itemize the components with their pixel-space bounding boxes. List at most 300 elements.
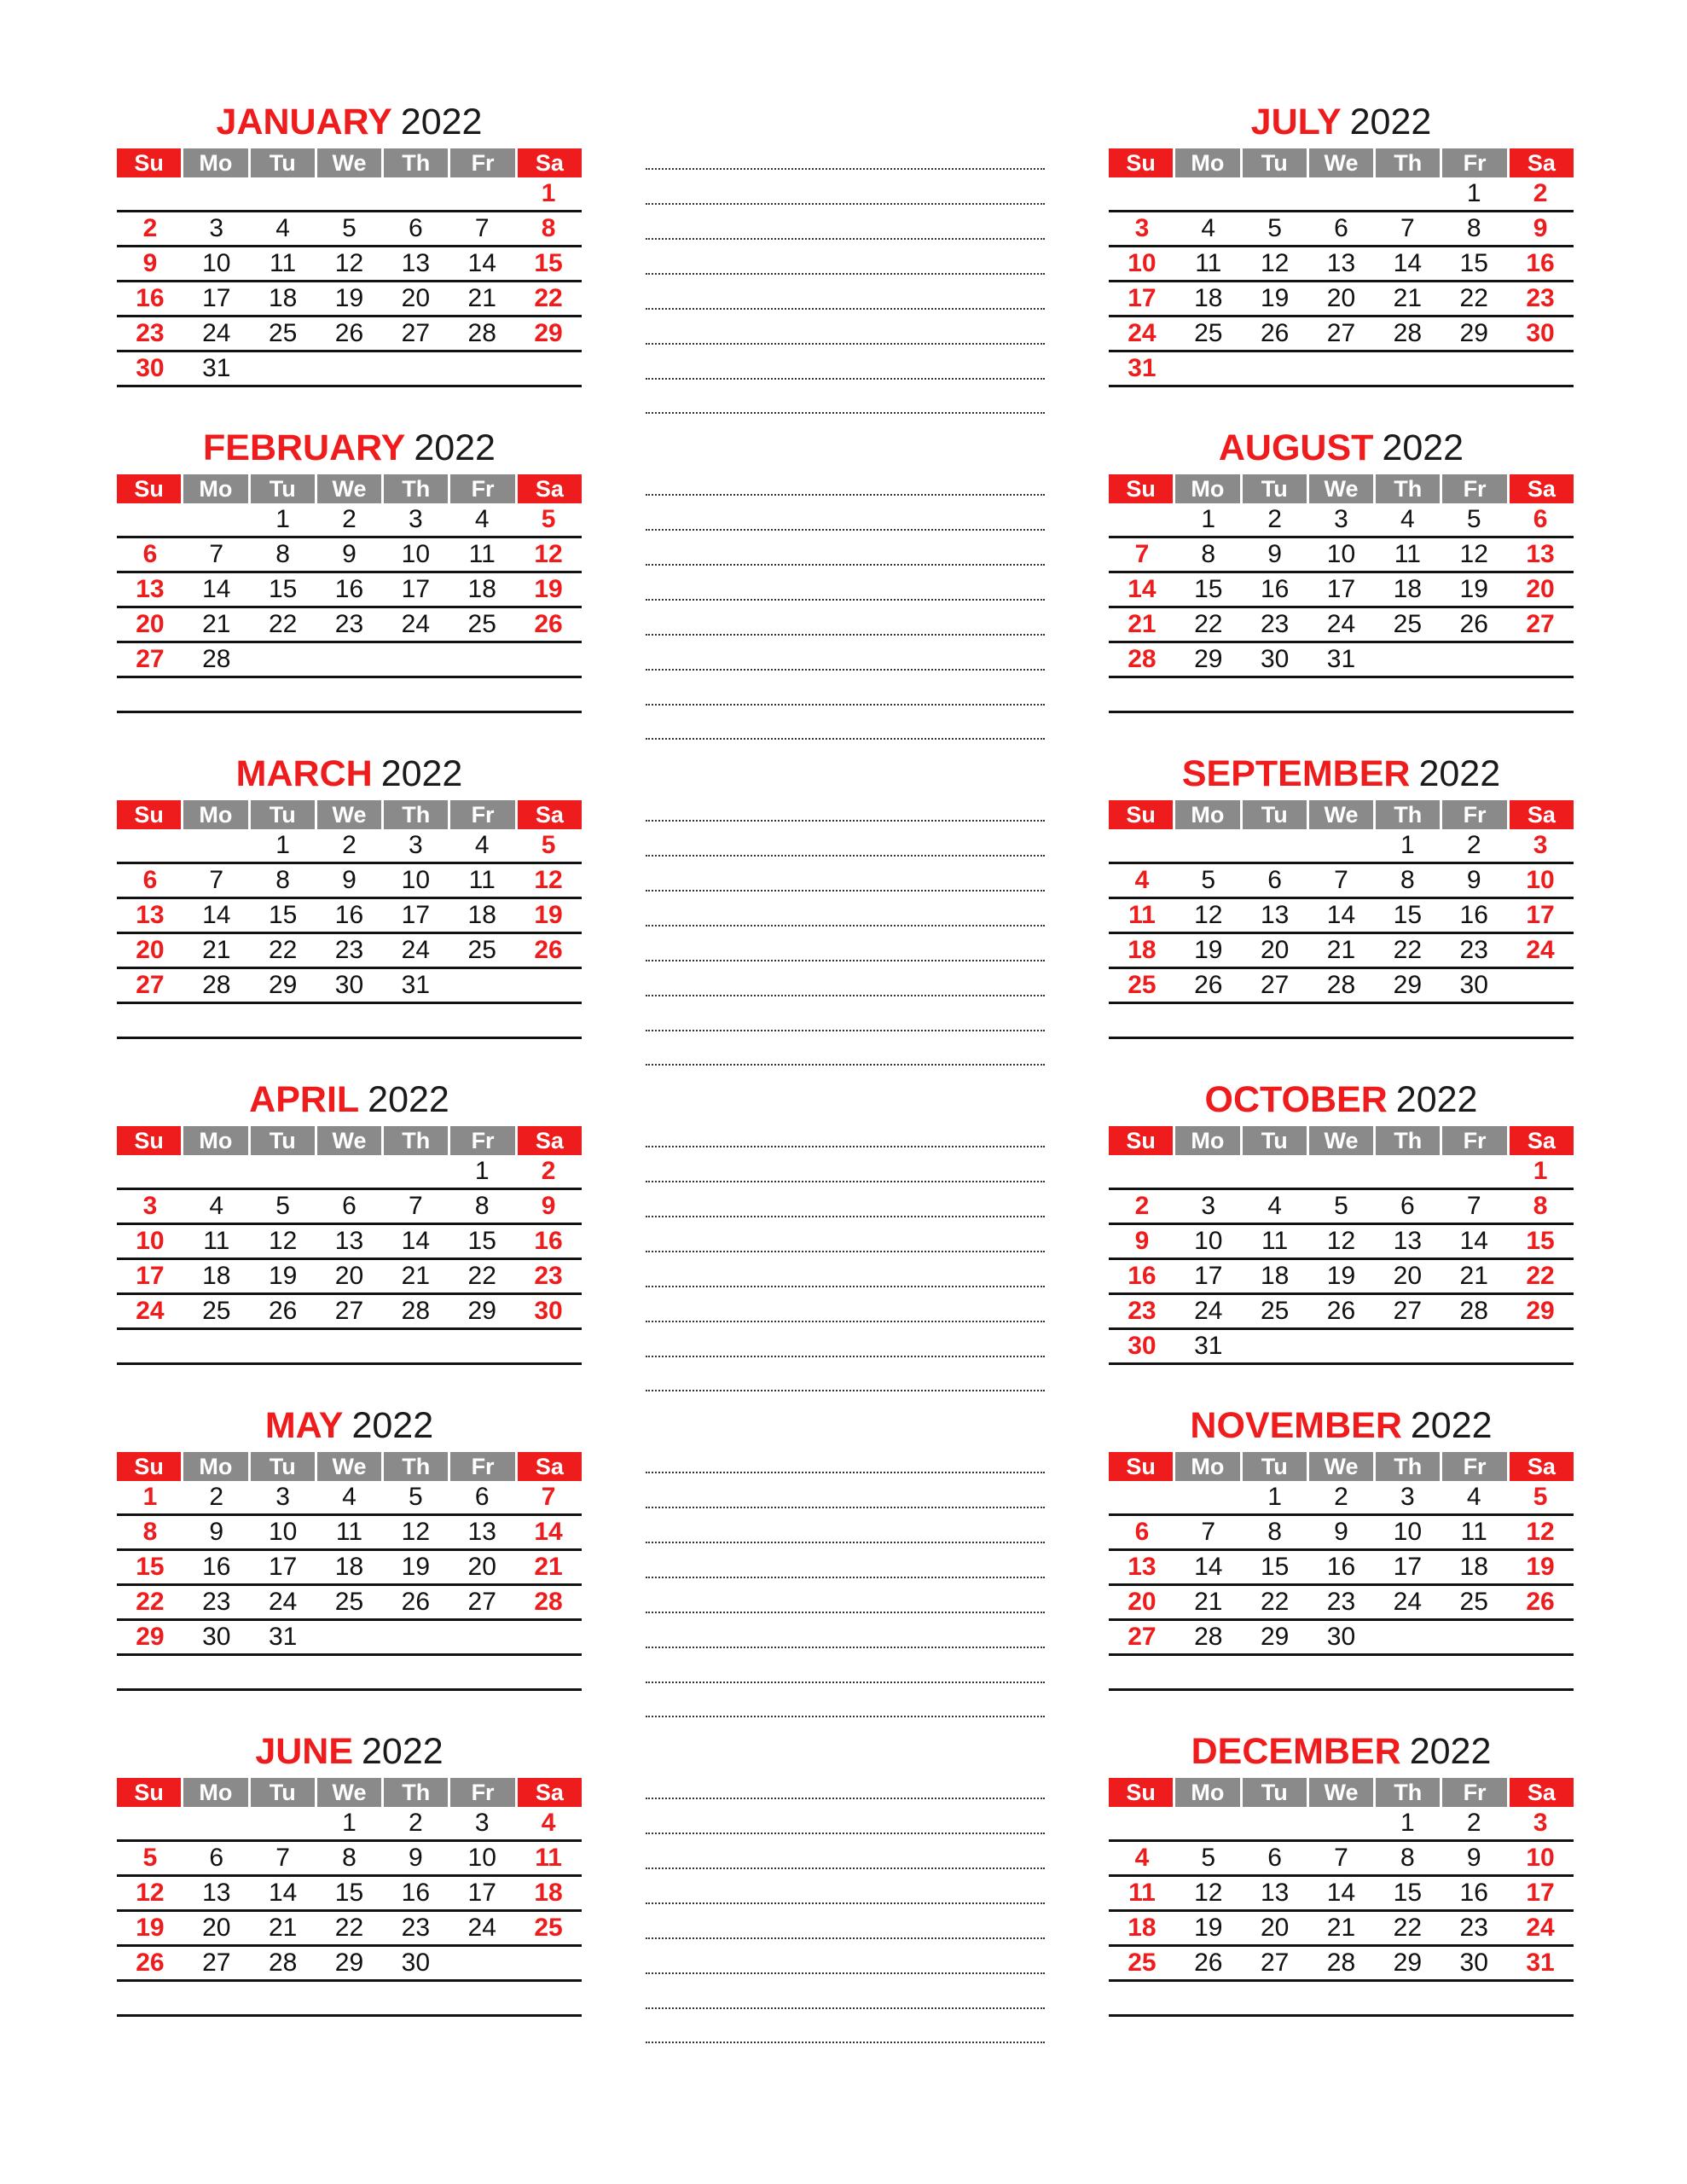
weekday-header: Th xyxy=(384,1126,448,1155)
day-cell xyxy=(1374,177,1441,210)
week-row xyxy=(1109,538,1574,573)
month-title xyxy=(1109,1399,1574,1452)
note-line xyxy=(646,1216,1045,1217)
day-cell xyxy=(316,643,383,676)
day-cell: 21 xyxy=(401,1262,431,1290)
day-cell xyxy=(117,177,183,210)
day-cell: 6 xyxy=(142,540,158,568)
week-row xyxy=(1109,1877,1574,1912)
day-cell: 9 xyxy=(1334,1518,1348,1546)
week-row xyxy=(1109,1912,1574,1947)
month-block-may xyxy=(117,1399,582,1691)
day-cell: 28 xyxy=(202,971,231,999)
weekday-header: Tu xyxy=(251,1126,315,1155)
day-cell: 17 xyxy=(1526,901,1555,929)
month-year: 2022 xyxy=(1418,753,1501,794)
month-name: FEBRUARY xyxy=(203,427,406,468)
weekday-header-row xyxy=(1109,1778,1574,1807)
day-cell: 12 xyxy=(1526,1518,1555,1546)
day-cell: 5 xyxy=(275,1192,290,1220)
day-cell: 3 xyxy=(474,1809,490,1837)
day-cell: 8 xyxy=(1201,540,1216,568)
weekday-header: Su xyxy=(117,1126,181,1155)
day-cell: 26 xyxy=(136,1949,165,1977)
day-cell: 24 xyxy=(401,936,431,964)
day-cell: 18 xyxy=(1393,575,1423,603)
day-cell: 27 xyxy=(1393,1297,1423,1325)
month-block-december xyxy=(1109,1725,1574,2017)
weekday-header: Fr xyxy=(1442,148,1506,177)
day-cell: 12 xyxy=(401,1518,431,1546)
weekday-header: Su xyxy=(1109,1126,1173,1155)
day-cell xyxy=(316,177,383,210)
month-year: 2022 xyxy=(380,753,463,794)
day-cell: 25 xyxy=(1393,610,1423,638)
day-cell xyxy=(1242,352,1308,385)
day-cell: 14 xyxy=(1326,1879,1356,1907)
month-title xyxy=(117,421,582,474)
day-cell xyxy=(1308,1656,1375,1688)
day-cell: 6 xyxy=(1267,1844,1282,1872)
note-line xyxy=(646,855,1045,857)
day-cell: 11 xyxy=(1394,540,1421,568)
weekday-header: Fr xyxy=(450,1126,514,1155)
day-cell: 23 xyxy=(1128,1297,1157,1325)
day-cell: 2 xyxy=(342,831,357,859)
month-name: NOVEMBER xyxy=(1190,1405,1402,1446)
weekday-header: Sa xyxy=(518,1126,582,1155)
weekday-header: Su xyxy=(117,148,181,177)
weekday-header: Th xyxy=(384,1452,448,1481)
week-row xyxy=(117,247,582,282)
day-cell: 17 xyxy=(1393,1553,1423,1581)
day-cell xyxy=(515,678,582,711)
day-cell: 13 xyxy=(401,249,431,277)
week-row xyxy=(1109,1551,1574,1586)
day-cell: 1 xyxy=(142,1483,158,1511)
day-cell: 20 xyxy=(1128,1588,1157,1616)
day-cell: 6 xyxy=(142,866,158,894)
day-cell: 20 xyxy=(202,1914,231,1942)
day-cell xyxy=(449,1982,515,2014)
day-cell: 4 xyxy=(1400,505,1415,533)
day-cell: 14 xyxy=(202,901,231,929)
day-cell: 13 xyxy=(1526,540,1555,568)
day-cell: 7 xyxy=(1201,1518,1216,1546)
day-cell: 15 xyxy=(467,1227,496,1255)
day-cell: 7 xyxy=(209,866,224,894)
day-cell: 19 xyxy=(1194,936,1223,964)
day-cell xyxy=(1109,177,1175,210)
note-line xyxy=(646,1798,1045,1799)
day-cell: 1 xyxy=(275,831,290,859)
day-cell: 24 xyxy=(1393,1588,1423,1616)
note-line xyxy=(646,494,1045,496)
week-row xyxy=(117,1225,582,1260)
day-cell: 5 xyxy=(1533,1483,1548,1511)
day-cell: 15 xyxy=(1194,575,1223,603)
day-cell: 3 xyxy=(1533,831,1548,859)
day-cell: 23 xyxy=(1459,936,1488,964)
day-cell xyxy=(316,1330,383,1362)
weekday-header: Fr xyxy=(450,148,514,177)
day-cell xyxy=(449,1621,515,1653)
day-cell: 18 xyxy=(1459,1553,1488,1581)
day-cell: 21 xyxy=(1128,610,1157,638)
day-cell xyxy=(1441,643,1507,676)
day-cell: 3 xyxy=(1201,1192,1216,1220)
weekday-header: Fr xyxy=(450,1778,514,1807)
day-cell xyxy=(183,1807,250,1839)
day-cell: 12 xyxy=(1326,1227,1356,1255)
weekday-header: Mo xyxy=(183,474,247,503)
day-cell: 26 xyxy=(401,1588,431,1616)
day-cell: 30 xyxy=(1526,319,1555,347)
day-cell xyxy=(515,1982,582,2014)
day-cell: 22 xyxy=(467,1262,496,1290)
day-cell: 5 xyxy=(342,214,357,242)
day-cell: 1 xyxy=(1400,1809,1415,1837)
day-cell: 14 xyxy=(1326,901,1356,929)
day-cell xyxy=(382,1656,449,1688)
day-cell xyxy=(1175,177,1242,210)
day-cell xyxy=(515,1621,582,1653)
day-cell: 13 xyxy=(1393,1227,1423,1255)
day-cell: 18 xyxy=(534,1879,563,1907)
day-cell: 14 xyxy=(1459,1227,1488,1255)
month-title xyxy=(117,96,582,148)
day-cell: 14 xyxy=(1393,249,1423,277)
month-name: APRIL xyxy=(249,1079,360,1120)
day-cell: 18 xyxy=(268,284,298,312)
note-line xyxy=(646,378,1045,380)
weekday-header: Tu xyxy=(1243,1452,1307,1481)
day-cell: 10 xyxy=(268,1518,298,1546)
weekday-header: Tu xyxy=(251,1452,315,1481)
day-cell xyxy=(449,643,515,676)
week-row xyxy=(1109,573,1574,608)
week-row xyxy=(117,1516,582,1551)
day-cell: 29 xyxy=(136,1623,165,1651)
week-row xyxy=(117,317,582,352)
day-cell: 9 xyxy=(1466,866,1481,894)
week-row xyxy=(1109,1656,1574,1691)
day-cell xyxy=(117,1656,183,1688)
day-cell xyxy=(515,1947,582,1979)
note-line xyxy=(646,995,1045,996)
day-cell: 24 xyxy=(268,1588,298,1616)
week-row xyxy=(117,1877,582,1912)
day-cell: 19 xyxy=(1459,575,1488,603)
week-row xyxy=(1109,934,1574,969)
day-cell: 12 xyxy=(534,866,563,894)
day-cell xyxy=(1175,1155,1242,1188)
day-cell: 26 xyxy=(1260,319,1290,347)
weekday-header: Fr xyxy=(450,800,514,829)
day-cell xyxy=(250,1807,316,1839)
week-row xyxy=(1109,829,1574,864)
day-cell xyxy=(316,352,383,385)
weekday-header: Th xyxy=(1376,1778,1440,1807)
week-row xyxy=(1109,1842,1574,1877)
day-cell xyxy=(1507,1330,1574,1362)
weekday-header: Th xyxy=(1376,1452,1440,1481)
day-cell: 18 xyxy=(467,901,496,929)
week-row xyxy=(117,934,582,969)
note-line xyxy=(646,634,1045,636)
day-cell: 11 xyxy=(270,249,297,277)
day-cell: 23 xyxy=(334,610,364,638)
weekday-header: Mo xyxy=(183,1126,247,1155)
week-row xyxy=(117,678,582,713)
day-cell xyxy=(183,829,250,862)
note-line xyxy=(646,308,1045,310)
weekday-header-row xyxy=(1109,1452,1574,1481)
day-cell xyxy=(316,1155,383,1188)
day-cell: 27 xyxy=(1526,610,1555,638)
day-cell: 3 xyxy=(409,505,423,533)
day-cell: 19 xyxy=(1260,284,1290,312)
day-cell: 11 xyxy=(203,1227,230,1255)
day-cell: 16 xyxy=(1260,575,1290,603)
day-cell: 2 xyxy=(1267,505,1282,533)
day-cell: 6 xyxy=(1334,214,1348,242)
day-cell: 27 xyxy=(202,1949,231,1977)
weekday-header: We xyxy=(317,1126,381,1155)
day-cell: 23 xyxy=(1526,284,1555,312)
day-cell: 2 xyxy=(1334,1483,1348,1511)
day-cell: 22 xyxy=(1260,1588,1290,1616)
day-cell xyxy=(1242,1982,1308,2014)
note-line xyxy=(646,1542,1045,1543)
month-title xyxy=(117,1725,582,1778)
day-cell: 3 xyxy=(1400,1483,1415,1511)
day-cell xyxy=(117,1982,183,2014)
weekday-header: We xyxy=(317,474,381,503)
day-cell xyxy=(1175,678,1242,711)
day-cell: 9 xyxy=(342,866,357,894)
day-cell: 25 xyxy=(334,1588,364,1616)
weekday-header: Mo xyxy=(1175,148,1239,177)
weekday-header: Sa xyxy=(1510,148,1574,177)
month-block-july xyxy=(1109,96,1574,387)
day-cell: 9 xyxy=(342,540,357,568)
day-cell xyxy=(183,1155,250,1188)
day-cell: 11 xyxy=(468,866,496,894)
weekday-header: Su xyxy=(1109,1778,1173,1807)
note-line xyxy=(646,412,1045,414)
note-line xyxy=(646,704,1045,706)
day-cell xyxy=(183,1330,250,1362)
day-cell: 17 xyxy=(268,1553,298,1581)
note-line xyxy=(646,1972,1045,1974)
day-cell: 15 xyxy=(334,1879,364,1907)
day-cell: 5 xyxy=(1466,505,1481,533)
day-cell xyxy=(183,678,250,711)
month-name: MAY xyxy=(264,1405,344,1446)
day-cell: 30 xyxy=(1459,1949,1488,1977)
day-cell: 4 xyxy=(275,214,290,242)
month-title xyxy=(1109,1725,1574,1778)
day-cell: 31 xyxy=(202,354,231,382)
day-cell: 16 xyxy=(334,575,364,603)
day-cell: 5 xyxy=(1267,214,1282,242)
day-cell: 26 xyxy=(534,610,563,638)
day-cell: 25 xyxy=(268,319,298,347)
day-cell: 25 xyxy=(1260,1297,1290,1325)
day-cell xyxy=(382,1621,449,1653)
day-cell: 15 xyxy=(1393,901,1423,929)
week-row xyxy=(1109,177,1574,212)
note-line xyxy=(646,1030,1045,1031)
day-cell xyxy=(250,352,316,385)
day-cell: 11 xyxy=(535,1844,562,1872)
day-cell: 2 xyxy=(1134,1192,1150,1220)
week-row xyxy=(1109,1982,1574,2017)
day-cell: 24 xyxy=(202,319,231,347)
day-cell xyxy=(1308,1330,1375,1362)
day-cell xyxy=(1175,1481,1242,1513)
day-cell: 7 xyxy=(209,540,224,568)
day-cell: 22 xyxy=(1526,1262,1555,1290)
day-cell: 30 xyxy=(202,1623,231,1651)
day-cell xyxy=(316,678,383,711)
day-cell xyxy=(250,678,316,711)
day-cell: 19 xyxy=(534,901,563,929)
note-line xyxy=(646,273,1045,275)
day-cell: 13 xyxy=(1128,1553,1157,1581)
weekday-header: Su xyxy=(117,1778,181,1807)
weekday-header: Th xyxy=(384,800,448,829)
day-cell xyxy=(449,1330,515,1362)
day-cell xyxy=(1242,1330,1308,1362)
week-row xyxy=(1109,1807,1574,1842)
weekday-header: Mo xyxy=(183,148,247,177)
day-cell: 21 xyxy=(1459,1262,1488,1290)
weekday-header: Fr xyxy=(1442,474,1506,503)
week-row xyxy=(1109,899,1574,934)
day-cell: 30 xyxy=(136,354,165,382)
day-cell: 7 xyxy=(1334,1844,1348,1872)
note-line xyxy=(646,820,1045,822)
day-cell xyxy=(1507,643,1574,676)
day-cell xyxy=(1441,1621,1507,1653)
day-cell: 29 xyxy=(268,971,298,999)
day-cell: 3 xyxy=(142,1192,158,1220)
day-cell: 29 xyxy=(1393,971,1423,999)
day-cell: 13 xyxy=(136,901,165,929)
weekday-header: We xyxy=(1309,1452,1373,1481)
day-cell: 25 xyxy=(202,1297,231,1325)
day-cell: 30 xyxy=(534,1297,563,1325)
month-name: JULY xyxy=(1250,102,1342,142)
day-cell: 4 xyxy=(474,831,490,859)
day-cell: 20 xyxy=(1393,1262,1423,1290)
day-cell: 23 xyxy=(1326,1588,1356,1616)
weekday-header: Sa xyxy=(518,148,582,177)
day-cell xyxy=(1308,678,1375,711)
day-cell: 30 xyxy=(1128,1332,1157,1360)
weekday-header: Su xyxy=(117,800,181,829)
day-cell: 21 xyxy=(202,936,231,964)
day-cell xyxy=(117,1330,183,1362)
weekday-header: Su xyxy=(117,474,181,503)
weekday-header: Mo xyxy=(183,1452,247,1481)
week-row xyxy=(1109,1586,1574,1621)
week-row xyxy=(117,1656,582,1691)
weekday-header: Tu xyxy=(1243,1778,1307,1807)
day-cell: 16 xyxy=(1326,1553,1356,1581)
weekday-header: Fr xyxy=(1442,800,1506,829)
day-cell: 9 xyxy=(1466,1844,1481,1872)
day-cell xyxy=(515,643,582,676)
day-cell: 17 xyxy=(1194,1262,1223,1290)
day-cell xyxy=(382,1155,449,1188)
weekday-header: We xyxy=(317,148,381,177)
day-cell: 12 xyxy=(268,1227,298,1255)
day-cell: 16 xyxy=(202,1553,231,1581)
weekday-header: Fr xyxy=(1442,1126,1506,1155)
day-cell: 14 xyxy=(1128,575,1157,603)
week-row xyxy=(117,538,582,573)
note-line xyxy=(646,203,1045,205)
day-cell: 15 xyxy=(1526,1227,1555,1255)
day-cell: 31 xyxy=(401,971,431,999)
day-cell: 7 xyxy=(1400,214,1415,242)
week-row xyxy=(117,1621,582,1656)
day-cell: 21 xyxy=(1393,284,1423,312)
day-cell: 15 xyxy=(268,575,298,603)
day-cell: 16 xyxy=(1459,901,1488,929)
note-line xyxy=(646,1937,1045,1939)
week-row xyxy=(117,969,582,1004)
weekday-header: Su xyxy=(1109,1452,1173,1481)
day-cell: 17 xyxy=(467,1879,496,1907)
day-cell: 23 xyxy=(1459,1914,1488,1942)
day-cell xyxy=(1109,1982,1175,2014)
day-cell: 8 xyxy=(1400,866,1415,894)
day-cell: 20 xyxy=(401,284,431,312)
day-cell xyxy=(183,503,250,536)
day-cell: 18 xyxy=(202,1262,231,1290)
weekday-header: Sa xyxy=(518,1778,582,1807)
day-cell xyxy=(250,1330,316,1362)
weekday-header: Th xyxy=(1376,474,1440,503)
day-cell xyxy=(382,1004,449,1037)
day-cell: 23 xyxy=(334,936,364,964)
day-cell: 8 xyxy=(474,1192,490,1220)
note-line xyxy=(646,1716,1045,1717)
day-cell: 1 xyxy=(474,1157,490,1185)
day-cell xyxy=(1374,1656,1441,1688)
week-row xyxy=(1109,247,1574,282)
day-cell xyxy=(1242,829,1308,862)
week-row xyxy=(117,829,582,864)
day-cell: 12 xyxy=(1260,249,1290,277)
day-cell xyxy=(449,352,515,385)
day-cell: 20 xyxy=(1260,936,1290,964)
day-cell: 24 xyxy=(1128,319,1157,347)
day-cell: 22 xyxy=(1459,284,1488,312)
week-row xyxy=(117,282,582,317)
weekday-header: Mo xyxy=(1175,474,1239,503)
day-cell xyxy=(183,1004,250,1037)
day-cell: 10 xyxy=(1526,1844,1555,1872)
month-year: 2022 xyxy=(1409,1731,1492,1772)
day-cell: 29 xyxy=(1459,319,1488,347)
day-cell: 9 xyxy=(1533,214,1548,242)
week-row xyxy=(117,864,582,899)
